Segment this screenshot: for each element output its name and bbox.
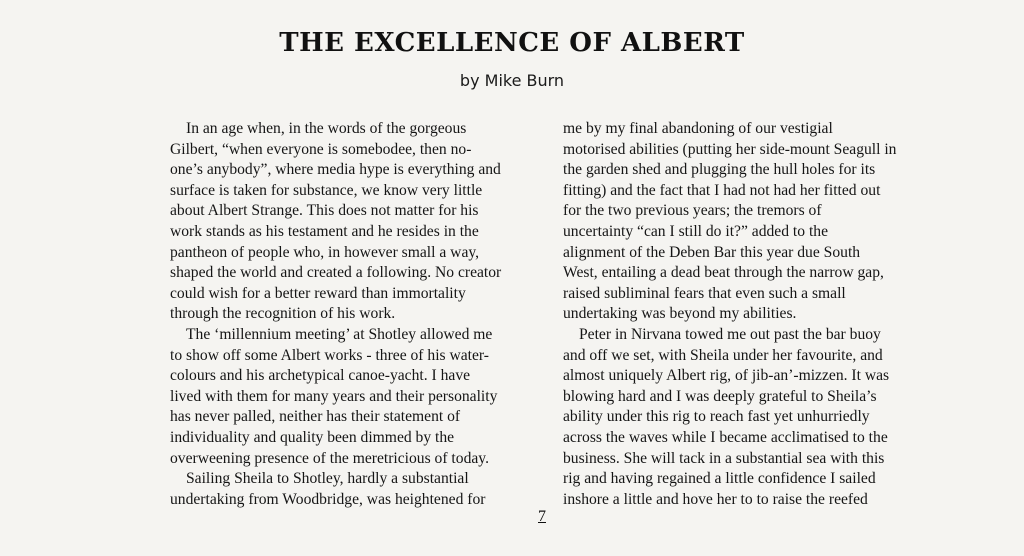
article-title: THE EXCELLENCE OF ALBERT xyxy=(279,28,745,58)
text-line: The ‘millennium meeting’ at Shotley allowed me xyxy=(186,325,493,343)
text-line: alignment of the Deben Bar this year due South xyxy=(563,243,861,261)
text-line: raised subliminal fears that even such a small xyxy=(563,284,846,302)
text-line: Sailing Sheila to Shotley, hardly a substantial xyxy=(186,470,469,488)
article-byline: by Mike Burn xyxy=(459,71,565,90)
text-line: about Albert Strange. This does not matter for his xyxy=(170,202,479,220)
text-line: to show off some Albert works - three of his water- xyxy=(170,346,490,364)
text-line: ability under this rig to reach fast yet unhurriedly xyxy=(563,408,870,426)
text-line: fitting) and the fact that I had not had her fitted out xyxy=(563,181,881,199)
text-line: undertaking was beyond my abilities. xyxy=(563,305,797,323)
text-line: individuality and quality been dimmed by the xyxy=(170,428,455,446)
text-line: undertaking from Woodbridge, was heightened for xyxy=(170,490,486,508)
right-text-column xyxy=(563,119,943,510)
text-line: colours and his archetypical canoe-yacht. I have xyxy=(170,367,471,385)
text-line: In an age when, in the words of the gorgeous xyxy=(186,120,467,137)
text-line: Gilbert, “when everyone is somebodee, then no- xyxy=(170,140,472,158)
text-line: surface is taken for substance, we know very little xyxy=(170,181,483,199)
text-line: shaped the world and created a following. No creator xyxy=(170,264,502,282)
text-line: and off we set, with Sheila under her favourite, and xyxy=(563,346,883,364)
page-number: 7 xyxy=(538,508,546,525)
text-line: West, entailing a dead beat through the narrow gap, xyxy=(563,264,884,282)
text-line: business. She will tack in a substantial sea with this xyxy=(563,449,885,467)
text-line: lived with them for many years and their personality xyxy=(170,387,498,405)
text-line: almost uniquely Albert rig, of jib-an’-mizzen. It was xyxy=(563,367,890,385)
text-line: for the two previous years; the tremors of xyxy=(563,202,822,220)
text-line: overweening presence of the meretricious of today. xyxy=(170,449,489,467)
text-line: one’s anybody”, where media hype is everything and xyxy=(170,161,501,179)
text-line: inshore a little and hove her to to raise the reefed xyxy=(563,490,868,508)
text-line: Peter in Nirvana towed me out past the bar buoy xyxy=(579,325,881,343)
text-line: uncertainty “can I still do it?” added to the xyxy=(563,222,828,240)
text-line: pantheon of people who, in however small a way, xyxy=(170,243,480,261)
left-text-column xyxy=(170,119,530,510)
text-line: could wish for a better reward than immortality xyxy=(170,284,466,302)
text-line: motorised abilities (putting her side-mount Seagull in xyxy=(563,140,897,158)
text-line: across the waves while I became acclimatised to the xyxy=(563,428,888,446)
text-line: blowing hard and I was deeply grateful to Sheila’s xyxy=(563,387,877,405)
text-line: has never palled, neither has their statement of xyxy=(170,408,461,426)
text-line: me by my final abandoning of our vestigial xyxy=(563,120,833,137)
text-line: the garden shed and plugging the hull holes for its xyxy=(563,161,876,179)
text-line: through the recognition of his work. xyxy=(170,305,396,323)
text-line: work stands as his testament and he resides in the xyxy=(170,222,479,240)
text-line: rig and having regained a little confidence I sailed xyxy=(563,470,876,488)
